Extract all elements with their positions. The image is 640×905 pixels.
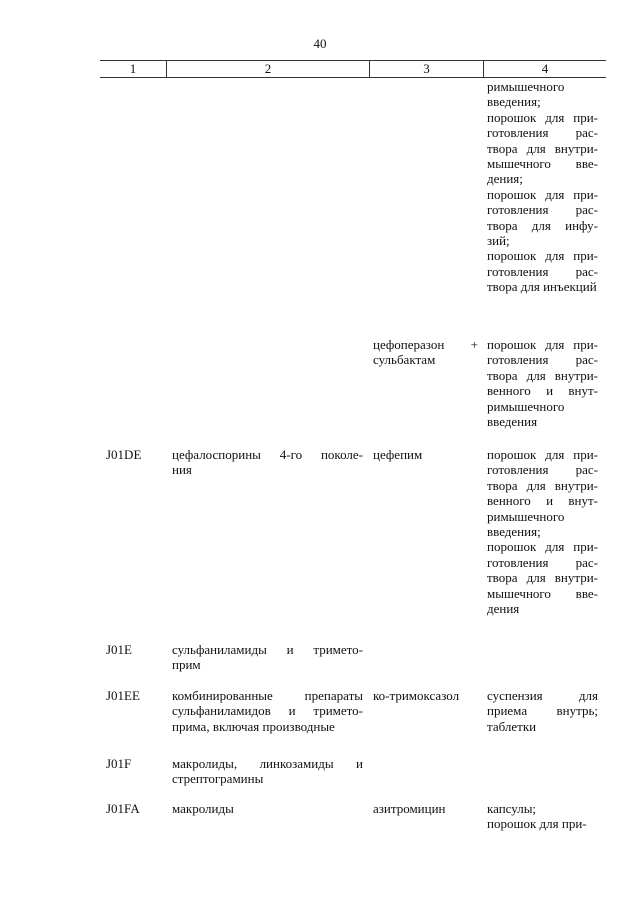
cell-line: таблетки [487,718,537,734]
cell-line: азитромицин [373,801,446,816]
cell-line: твора для инфу- [487,217,598,233]
drug-cell [373,337,478,368]
cell-line: ко-тримоксазол [373,688,460,703]
cell-line: римышечного [487,508,565,524]
cell-line: порошок для при- [487,447,598,462]
cell-line: готовления рас- [487,125,598,141]
cell-line: цефоперазон + [373,337,478,352]
cell-line: капсулы; [487,801,537,816]
cell-line: порошок для при- [487,539,598,555]
cell-line: твора для внутри- [487,570,598,586]
cell-line: сульфаниламиды и тримето- [172,642,363,657]
cell-line: цефалоспорины 4-го поколе- [172,447,363,462]
cell-line: готовления рас- [487,263,598,279]
cell-line: венного и внут- [487,383,598,399]
cell-line: дения; [487,171,523,187]
cell-line: J01FA [106,801,140,816]
cell-line: порошок для при- [487,109,598,125]
cell-line: прим [172,657,201,673]
cell-line: цефепим [373,447,423,462]
group-cell [172,642,363,673]
cell-line: мышечного вве- [487,156,598,172]
drug-cell [373,688,478,703]
cell-line: стрептограмины [172,771,264,787]
code-cell [106,688,164,703]
cell-line: твора для внутри- [487,140,598,156]
drug-cell [373,801,478,816]
page-number: 40 [313,36,327,51]
cell-line: введения [487,414,538,430]
cell-line: римышечного [487,398,565,414]
cell-line: ния [172,462,192,478]
header-col-3: 3 [423,61,430,76]
cell-line: J01DE [106,447,142,462]
form-cell [487,337,598,429]
table-header-bottom-border [100,77,606,78]
group-cell [172,688,363,734]
header-col-1: 1 [129,61,137,76]
cell-line: готовления рас- [487,202,598,218]
cell-line: J01F [106,756,132,771]
code-cell [106,642,164,657]
cell-line: суспензия для [487,688,598,703]
drug-cell [373,447,478,462]
cell-line: твора для внутри- [487,367,598,383]
code-cell [106,801,164,816]
cell-line: твора для инъекций [487,279,597,295]
cell-line: макролиды, линкозамиды и [172,756,363,771]
cell-line: J01E [106,642,132,657]
cell-line: сульфаниламидов и тримето- [172,703,363,719]
cell-line: введения; [487,94,541,110]
cell-line: готовления рас- [487,462,598,478]
cell-line: порошок для при- [487,816,587,832]
form-cell [487,688,598,734]
cell-line: дения [487,601,520,617]
cell-line: римышечного [487,79,565,94]
cell-line: введения; [487,524,541,540]
cell-line: порошок для при- [487,248,598,264]
code-cell [106,447,164,462]
form-cell [487,79,598,295]
group-cell [172,447,363,478]
cell-line: готовления рас- [487,352,598,368]
header-col-4: 4 [541,61,549,76]
cell-line: приема внутрь; [487,703,598,719]
cell-line: порошок для при- [487,337,598,352]
cell-line: порошок для при- [487,186,598,202]
code-cell [106,756,164,771]
group-cell [172,801,363,816]
header-col-2: 2 [264,61,272,76]
cell-line: прима, включая производные [172,718,335,734]
cell-line: J01EE [106,688,140,703]
form-cell [487,801,598,832]
cell-line: комбинированные препараты [172,688,363,703]
cell-line: твора для внутри- [487,477,598,493]
cell-line: сульбактам [373,352,436,368]
cell-line: готовления рас- [487,554,598,570]
cell-line: макролиды [172,801,234,816]
form-cell [487,447,598,616]
group-cell [172,756,363,787]
cell-line: венного и внут- [487,493,598,509]
cell-line: мышечного вве- [487,585,598,601]
cell-line: зий; [487,233,510,249]
